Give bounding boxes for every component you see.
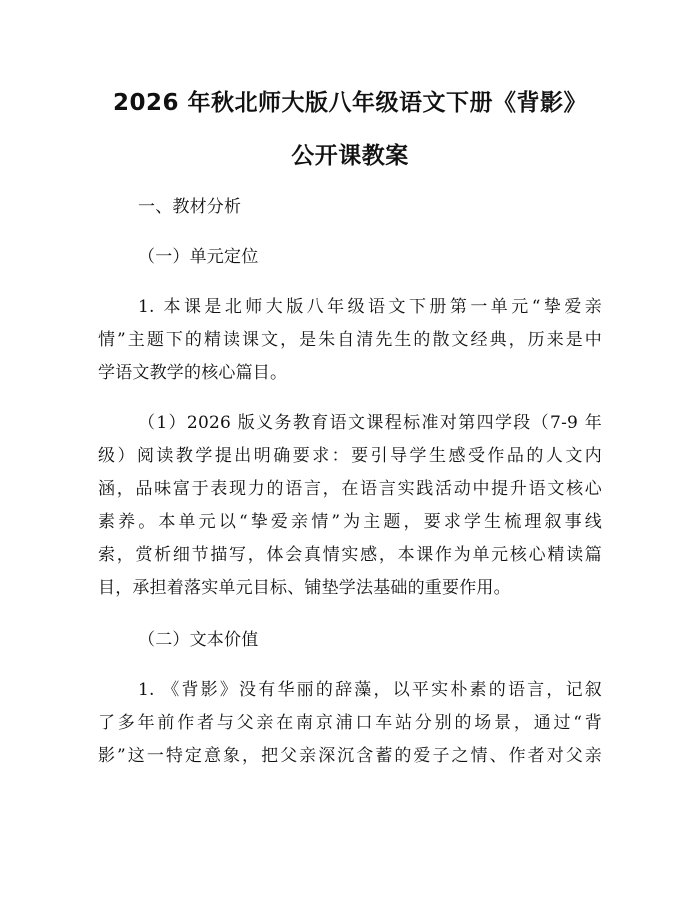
paragraph-line: 级）阅读教学提出明确要求：要引导学生感受作品的人文内 [98, 446, 602, 466]
subsection-heading-text-value: （二）文本价值 [138, 630, 259, 650]
paragraph-line: 素养。本单元以“挚爱亲情”为主题，要求学生梳理叙事线 [98, 512, 602, 532]
paragraph-line: 1. 本课是北师大版八年级语文下册第一单元“挚爱亲 [138, 297, 602, 317]
section-heading-teaching-material: 一、教材分析 [138, 197, 242, 217]
paragraph-line: 索，赏析细节描写，体会真情实感，本课作为单元核心精读篇 [98, 545, 602, 565]
subsection-heading-unit-position: （一）单元定位 [138, 247, 259, 267]
document-title: 2026 年秋北师大版八年级语文下册《背影》 [112, 90, 588, 116]
paragraph-line: 涵，品味富于表现力的语言，在语言实践活动中提升语文核心 [98, 479, 602, 499]
document-title-line2: 公开课教案 [291, 143, 409, 169]
paragraph-line: 情”主题下的精读课文，是朱自清先生的散文经典，历来是中 [98, 330, 602, 350]
paragraph-line: 学语文教学的核心篇目。 [98, 363, 288, 383]
paragraph-line: 影”这一特定意象，把父亲深沉含蓄的爱子之情、作者对父亲 [98, 746, 602, 766]
paragraph-line: 1. 《背影》没有华丽的辞藻，以平实朴素的语言，记叙 [138, 680, 602, 700]
paragraph-line: 目，承担着落实单元目标、铺垫学法基础的重要作用。 [98, 578, 511, 598]
paragraph-line: 了多年前作者与父亲在南京浦口车站分别的场景，通过“背 [98, 713, 602, 733]
paragraph-line: （1）2026 版义务教育语文课程标准对第四学段（7-9 年 [138, 413, 602, 433]
